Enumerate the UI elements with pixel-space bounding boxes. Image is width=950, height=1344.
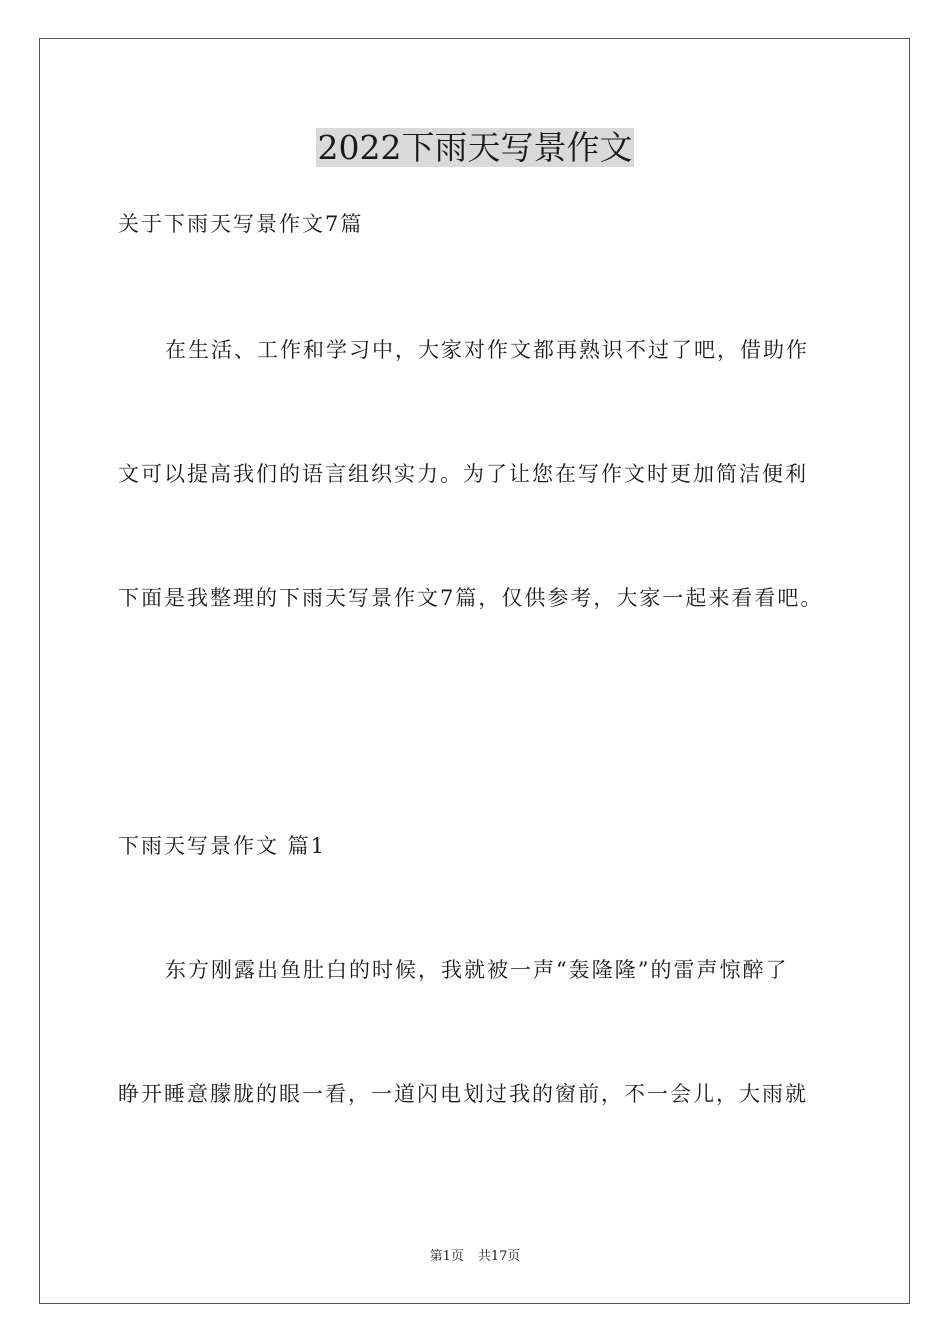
document-title-text: 2022下雨天写景作文: [317, 128, 633, 167]
document-subtitle: 关于下雨天写景作文7篇: [118, 212, 364, 236]
section-heading: 下雨天写景作文 篇1: [118, 834, 327, 858]
section-line-1: 东方刚露出鱼肚白的时候，我就被一声“轰隆隆”的雷声惊醉了: [165, 958, 789, 982]
page-footer: [0, 1248, 950, 1266]
document-title: [0, 126, 950, 170]
section-line-2: 睁开睡意朦胧的眼一看，一道闪电划过我的窗前，不一会儿，大雨就: [118, 1082, 808, 1106]
intro-line-3: 下面是我整理的下雨天写景作文7篇，仅供参考，大家一起来看看吧。: [118, 586, 824, 610]
intro-line-1: 在生活、工作和学习中，大家对作文都再熟识不过了吧，借助作: [165, 338, 809, 362]
page-number-current: 第1页: [429, 1249, 464, 1264]
intro-line-2: 文可以提高我们的语言组织实力。为了让您在写作文时更加简洁便利: [118, 462, 808, 486]
page-number-total: 共17页: [477, 1249, 521, 1264]
